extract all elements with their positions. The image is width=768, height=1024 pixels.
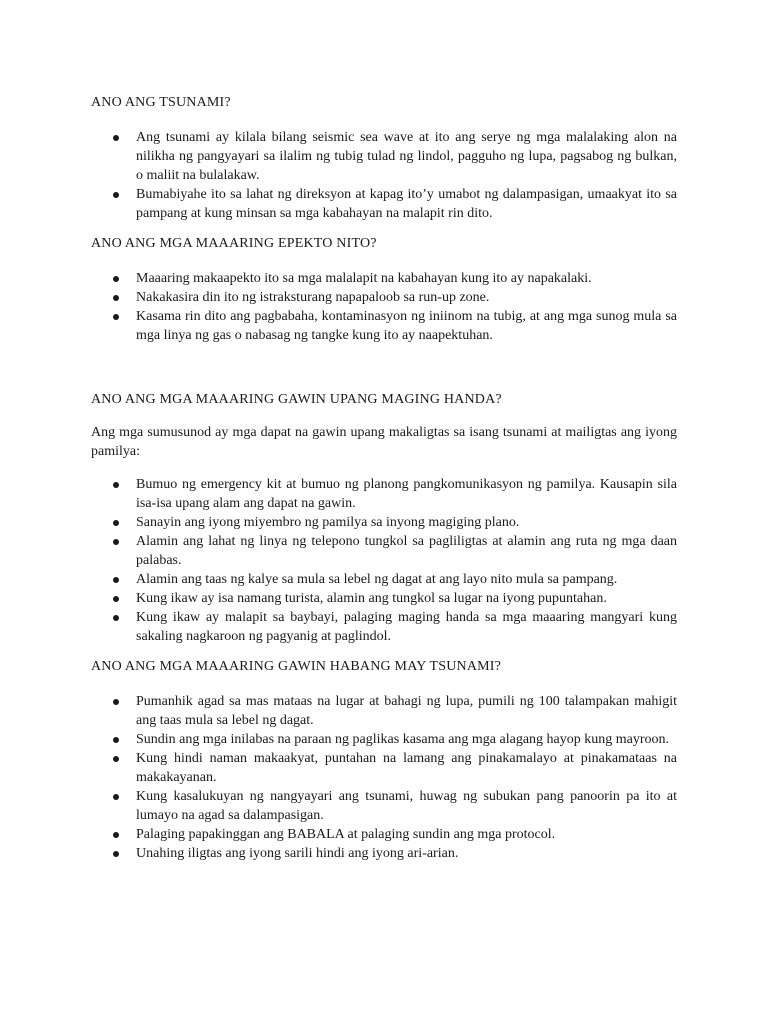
bullet-icon xyxy=(113,135,119,141)
list-item xyxy=(91,608,677,646)
list-item xyxy=(91,730,677,749)
bullet-list-handa xyxy=(91,475,677,646)
list-item xyxy=(91,288,677,307)
bullet-icon xyxy=(113,295,119,301)
list-item-text: Kung hindi naman makaakyat, puntahan na lamang ang pinakamalayo at pinakamataas na makakayanan. xyxy=(136,751,677,785)
list-item-text: Maaaring makaapekto ito sa mga malalapit na kabahayan kung ito ay napakalaki. xyxy=(136,271,592,286)
section-intro-paragraph: Ang mga sumusunod ay mga dapat na gawin upang makaligtas sa isang tsunami at mailigtas ang iyong pamilya: xyxy=(91,425,677,459)
list-item xyxy=(91,185,677,223)
list-item-text: Ang tsunami ay kilala bilang seismic sea wave at ito ang serye ng mga malalaking alon na nilikha ng pangyayari sa ilalim ng tubig tulad ng lindol, pagguho ng lupa, pagsabog ng bulkan, o maliit na bulalakaw. xyxy=(136,130,677,183)
bullet-icon xyxy=(113,539,119,545)
list-item-text: Kung kasalukuyan ng nangyayari ang tsunami, huwag ng subukan pang panoorin pa ito at lumayo na agad sa dalampasigan. xyxy=(136,789,677,823)
list-item xyxy=(91,589,677,608)
document-body xyxy=(91,93,677,863)
list-item-text: Kung ikaw ay malapit sa baybayi, palaging maging handa sa mga maaaring mangyari kung sakaling nagkaroon ng pagyanig at paglindol. xyxy=(136,610,677,644)
bullet-icon xyxy=(113,832,119,838)
list-item xyxy=(91,692,677,730)
list-item xyxy=(91,532,677,570)
list-item-text: Kung ikaw ay isa namang turista, alamin ang tungkol sa lugar na iyong pupuntahan. xyxy=(136,591,607,606)
bullet-icon xyxy=(113,276,119,282)
bullet-icon xyxy=(113,615,119,621)
bullet-icon xyxy=(113,794,119,800)
list-item xyxy=(91,307,677,345)
section-heading-epekto: ANO ANG MGA MAAARING EPEKTO NITO? xyxy=(91,236,377,251)
bullet-list-epekto xyxy=(91,269,677,345)
bullet-icon xyxy=(113,520,119,526)
section-heading-tsunami: ANO ANG TSUNAMI? xyxy=(91,95,231,110)
bullet-icon xyxy=(113,577,119,583)
list-item xyxy=(91,513,677,532)
bullet-list-habang xyxy=(91,692,677,863)
list-item xyxy=(91,825,677,844)
list-item xyxy=(91,749,677,787)
bullet-icon xyxy=(113,699,119,705)
list-item-text: Bumabiyahe ito sa lahat ng direksyon at kapag ito’y umabot ng dalampasigan, umaakyat ito sa pampang at kung minsan sa mga kabahayan na malapit rin dito. xyxy=(136,187,677,221)
list-item-text: Kasama rin dito ang pagbabaha, kontaminasyon ng iniinom na tubig, at ang mga sunog mula sa mga linya ng gas o nabasag ng tangke kung ito ay naapektuhan. xyxy=(136,309,677,343)
bullet-icon xyxy=(113,851,119,857)
list-item-text: Pumanhik agad sa mas mataas na lugar at bahagi ng lupa, pumili ng 100 talampakan mahigit ang taas mula sa lebel ng dagat. xyxy=(136,694,677,728)
list-item xyxy=(91,844,677,863)
list-item-text: Alamin ang lahat ng linya ng telepono tungkol sa pagliligtas at alamin ang ruta ng mga daan palabas. xyxy=(136,534,677,568)
list-item xyxy=(91,128,677,185)
section-heading-handa: ANO ANG MGA MAAARING GAWIN UPANG MAGING HANDA? xyxy=(91,392,502,407)
list-item-text: Bumuo ng emergency kit at bumuo ng planong pangkomunikasyon ng pamilya. Kausapin sila isa-isa upang alam ang dapat na gawin. xyxy=(136,477,677,511)
bullet-icon xyxy=(113,314,119,320)
list-item-text: Palaging papakinggan ang BABALA at palaging sundin ang mga protocol. xyxy=(136,827,556,842)
bullet-icon xyxy=(113,192,119,198)
bullet-icon xyxy=(113,756,119,762)
list-item-text: Sanayin ang iyong miyembro ng pamilya sa inyong magiging plano. xyxy=(136,515,520,530)
list-item-text: Unahing iligtas ang iyong sarili hindi ang iyong ari-arian. xyxy=(136,846,459,861)
list-item xyxy=(91,787,677,825)
list-item xyxy=(91,269,677,288)
bullet-list-tsunami xyxy=(91,128,677,223)
bullet-icon xyxy=(113,737,119,743)
list-item-text: Nakakasira din ito ng istraksturang napapaloob sa run-up zone. xyxy=(136,290,490,305)
bullet-icon xyxy=(113,596,119,602)
list-item xyxy=(91,570,677,589)
bullet-icon xyxy=(113,482,119,488)
list-item xyxy=(91,475,677,513)
section-heading-habang: ANO ANG MGA MAAARING GAWIN HABANG MAY TSUNAMI? xyxy=(91,659,502,674)
list-item-text: Alamin ang taas ng kalye sa mula sa lebel ng dagat at ang layo nito mula sa pampang. xyxy=(136,572,618,587)
list-item-text: Sundin ang mga inilabas na paraan ng paglikas kasama ang mga alagang hayop kung mayroon. xyxy=(136,732,670,747)
